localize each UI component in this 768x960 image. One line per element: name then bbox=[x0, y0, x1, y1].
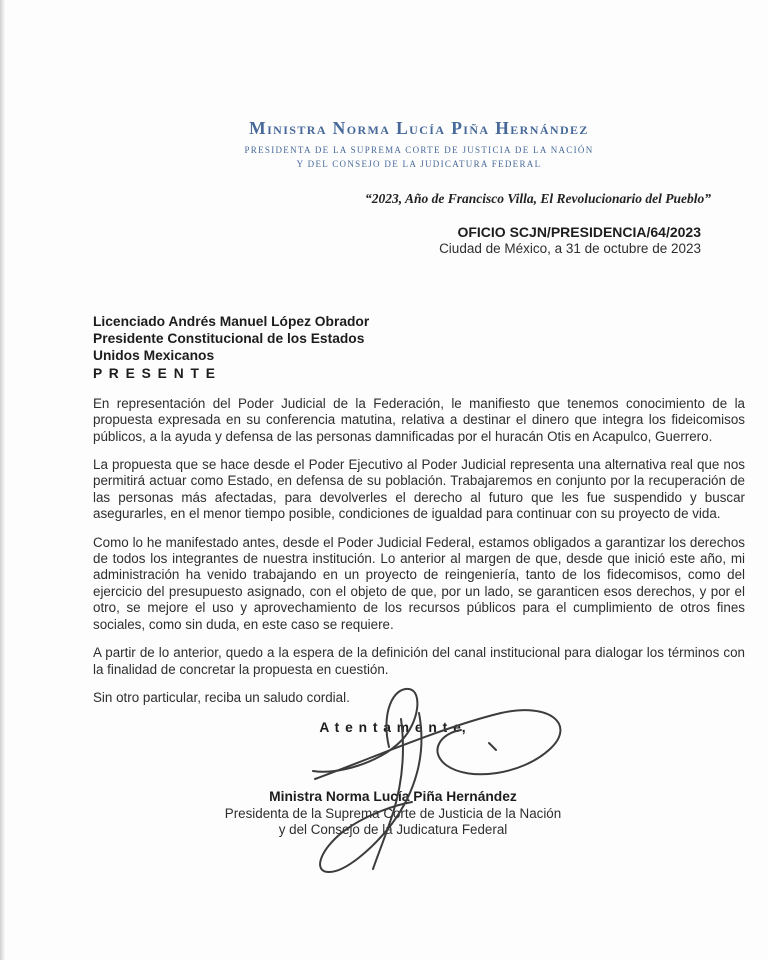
letterhead bbox=[93, 118, 745, 169]
letter-content bbox=[93, 0, 745, 839]
paragraph-2: La propuesta que se hace desde el Poder Ejecutivo al Poder Judicial representa una alternativa real que nos permitirá actuar como Estado, en defensa de su población. Trabajaremos en conjunto por la recuperación de las personas más afectadas, para devolverles el derecho al futuro que les fue suspendido y buscar asegurarles, en el menor tiempo posible, condiciones de igualdad para continuar con su proyecto de vida. bbox=[93, 457, 745, 522]
scan-left-edge bbox=[0, 0, 5, 960]
recipient-presente: P R E S E N T E bbox=[93, 365, 217, 381]
signature-title-1: Presidenta de la Suprema Corte de Justicia de la Nación bbox=[224, 805, 562, 821]
paragraph-4: A partir de lo anterior, quedo a la espera de la definición del canal institucional para dialogar los términos con la finalidad de concretar la propuesta en cuestión. bbox=[93, 645, 745, 677]
letterhead-title-2: Y DEL CONSEJO DE LA JUDICATURA FEDERAL bbox=[296, 159, 542, 169]
closing-atentamente: A t e n t a m e n t e, bbox=[319, 720, 467, 736]
paragraph-3: Como lo he manifestado antes, desde el Poder Judicial Federal, estamos obligados a garantizar los derechos de todos los integrantes de nuestra institución. Lo anterior al margen de que, desde que inició este año, mi administración ha venido trabajando en un proyecto de reingeniería, tanto de los fidecomisos, como del ejercicio del presupuesto asignado, con el objeto de que, por un lado, se garanticen esos derechos, y por el otro, se mejore el uso y aprovechamiento de los recursos públicos para el cumplimiento de otros fines sociales, como sin duda, en este caso se requiere. bbox=[93, 534, 745, 632]
date-line: Ciudad de México, a 31 de octubre de 2023 bbox=[439, 240, 701, 256]
recipient-block bbox=[93, 313, 745, 382]
reference-block bbox=[93, 224, 701, 257]
letter-body bbox=[93, 396, 745, 707]
signature-title-2: y del Consejo de la Judicatura Federal bbox=[278, 822, 508, 838]
letterhead-title-1: PRESIDENTA DE LA SUPREMA CORTE DE JUSTICIA DE LA NACIÓN bbox=[244, 145, 594, 155]
oficio-number: OFICIO SCJN/PRESIDENCIA/64/2023 bbox=[457, 224, 701, 240]
recipient-name: Licenciado Andrés Manuel López Obrador bbox=[93, 314, 370, 329]
signature-block bbox=[93, 789, 693, 838]
paragraph-1: En representación del Poder Judicial de la Federación, le manifiesto que tenemos conocimiento de la propuesta expresada en su conferencia matutina, relativa a destinar el dinero que integra los fideicomisos públicos, a la ayuda y defensa de las personas damnificadas por el huracán Otis en Acapulco, Guerrero. bbox=[93, 395, 745, 444]
signature-name: Ministra Norma Lucía Piña Hernández bbox=[269, 789, 517, 805]
signature-scribble bbox=[293, 685, 583, 885]
paragraph-5: Sin otro particular, reciba un saludo cordial. bbox=[93, 689, 350, 705]
recipient-title-2: Unidos Mexicanos bbox=[93, 348, 215, 364]
signature-area bbox=[93, 720, 693, 838]
letterhead-name: Ministra Norma Lucía Piña Hernández bbox=[249, 118, 589, 138]
recipient-title-1: Presidente Constitucional de los Estados bbox=[93, 331, 365, 347]
motto-line: “2023, Año de Francisco Villa, El Revolucionario del Pueblo” bbox=[364, 191, 711, 206]
